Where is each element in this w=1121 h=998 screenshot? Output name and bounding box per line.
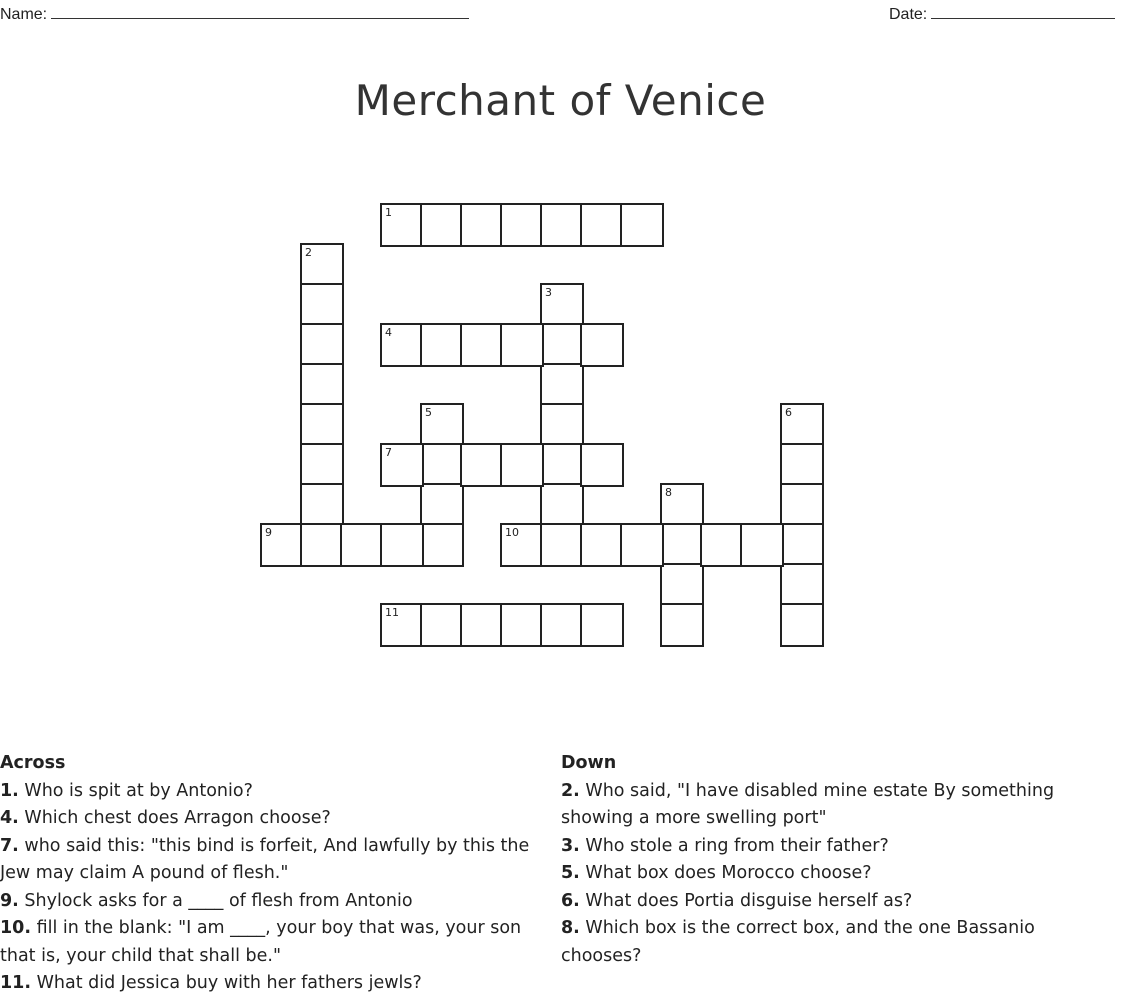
grid-cell[interactable] (580, 323, 624, 367)
grid-cell[interactable] (460, 203, 504, 247)
grid-cell[interactable] (380, 603, 424, 647)
clue-text: What did Jessica buy with her fathers jewls? (31, 973, 422, 993)
grid-cell[interactable] (540, 283, 584, 327)
grid-cell[interactable] (540, 203, 584, 247)
grid-cell[interactable] (700, 523, 744, 567)
date-field-row (889, 4, 1115, 24)
grid-cell[interactable] (780, 443, 824, 487)
clue-number-label: 2. (561, 780, 580, 801)
clue-number: 8 (665, 486, 672, 499)
name-label: Name: (0, 6, 48, 23)
grid-cell[interactable] (500, 323, 544, 367)
grid-cell[interactable] (300, 443, 344, 487)
grid-cell[interactable] (300, 363, 344, 407)
grid-cell[interactable] (500, 203, 544, 247)
clue-text: Which chest does Arragon choose? (18, 808, 331, 828)
grid-cell[interactable] (420, 323, 464, 367)
grid-cell[interactable] (300, 403, 344, 447)
grid-cell[interactable] (420, 603, 464, 647)
clue-number: 2 (305, 246, 312, 259)
clue-number: 11 (385, 606, 399, 619)
clue-number: 3 (545, 286, 552, 299)
clue-text: Which box is the correct box, and the one Bassanio chooses? (561, 918, 1035, 966)
grid-cell[interactable] (500, 443, 544, 487)
grid-cell[interactable] (580, 523, 624, 567)
clue-item (0, 970, 556, 998)
name-blank-line[interactable] (51, 4, 469, 19)
grid-cell[interactable] (780, 563, 824, 607)
grid-cell[interactable] (500, 523, 544, 567)
grid-cell[interactable] (380, 443, 424, 487)
clue-item (0, 915, 556, 970)
grid-cell[interactable] (420, 523, 464, 567)
grid-cell[interactable] (540, 483, 584, 527)
grid-cell[interactable] (580, 443, 624, 487)
clue-item (561, 833, 1081, 861)
clue-number-label: 6. (561, 890, 580, 911)
grid-cell[interactable] (660, 523, 704, 567)
clue-number: 10 (505, 526, 519, 539)
grid-cell[interactable] (380, 523, 424, 567)
grid-cell[interactable] (740, 523, 784, 567)
clue-item (0, 778, 556, 806)
clue-item (0, 833, 556, 888)
grid-cell[interactable] (540, 363, 584, 407)
grid-cell[interactable] (660, 483, 704, 527)
name-field-row (0, 4, 469, 24)
grid-cell[interactable] (780, 523, 824, 567)
grid-cell[interactable] (300, 283, 344, 327)
grid-cell[interactable] (380, 323, 424, 367)
clue-number-label: 4. (0, 808, 19, 828)
grid-cell[interactable] (540, 403, 584, 447)
grid-cell[interactable] (660, 603, 704, 647)
grid-cell[interactable] (300, 483, 344, 527)
grid-cell[interactable] (300, 243, 344, 287)
clue-number: 6 (785, 406, 792, 419)
clue-item (0, 805, 556, 833)
grid-cell[interactable] (540, 603, 584, 647)
clue-number: 9 (265, 526, 272, 539)
across-clue-list (0, 778, 556, 998)
grid-cell[interactable] (780, 403, 824, 447)
clue-number-label: 10. (0, 918, 32, 938)
clue-number-label: 1. (0, 780, 19, 801)
grid-cell[interactable] (580, 203, 624, 247)
clue-number: 1 (385, 206, 392, 219)
grid-cell[interactable] (460, 603, 504, 647)
grid-cell[interactable] (540, 323, 584, 367)
clue-item (561, 860, 1081, 888)
date-label: Date: (889, 6, 928, 23)
clue-number-label: 5. (561, 863, 580, 883)
grid-cell[interactable] (300, 323, 344, 367)
grid-cell[interactable] (420, 203, 464, 247)
clue-text: Who is spit at by Antonio? (18, 780, 253, 801)
down-clue-list (561, 778, 1081, 971)
grid-cell[interactable] (300, 523, 344, 567)
across-heading: Across (0, 753, 66, 773)
clue-number: 4 (385, 326, 392, 339)
clue-text: who said this: "this bind is forfeit, And lawfully by this the Jew may claim A pound of flesh." (0, 835, 530, 883)
clue-text: Who stole a ring from their father? (579, 835, 889, 856)
grid-cell[interactable] (540, 523, 584, 567)
clue-text: Who said, "I have disabled mine estate By something showing a more swelling port" (561, 780, 1055, 828)
grid-cell[interactable] (780, 603, 824, 647)
grid-cell[interactable] (780, 483, 824, 527)
clue-item (561, 888, 1081, 916)
clue-text: What does Portia disguise herself as? (579, 890, 913, 911)
grid-cell[interactable] (420, 403, 464, 447)
clue-text: Shylock asks for a ____ of flesh from Antonio (18, 890, 413, 911)
page-title: Merchant of Venice (354, 76, 767, 126)
clue-number-label: 8. (561, 918, 580, 938)
grid-cell[interactable] (660, 563, 704, 607)
clue-number: 7 (385, 446, 392, 459)
grid-cell[interactable] (420, 483, 464, 527)
grid-cell[interactable] (620, 523, 664, 567)
grid-cell[interactable] (340, 523, 384, 567)
clue-number-label: 9. (0, 890, 19, 911)
clue-item (0, 888, 556, 916)
grid-cell[interactable] (540, 443, 584, 487)
grid-cell[interactable] (620, 203, 664, 247)
grid-cell[interactable] (380, 203, 424, 247)
clue-text: fill in the blank: "I am ____, your boy that was, your son that is, your child that shall be." (0, 918, 522, 966)
grid-cell[interactable] (260, 523, 304, 567)
clue-item (561, 915, 1081, 970)
clue-item (561, 778, 1081, 833)
grid-cell[interactable] (460, 443, 504, 487)
grid-cell[interactable] (420, 443, 464, 487)
across-clues (0, 750, 556, 998)
date-blank-line[interactable] (931, 4, 1115, 19)
down-heading: Down (561, 753, 617, 773)
clue-number-label: 11. (0, 973, 32, 993)
grid-cell[interactable] (460, 323, 504, 367)
grid-cell[interactable] (580, 603, 624, 647)
clue-number-label: 7. (0, 835, 19, 856)
grid-cell[interactable] (500, 603, 544, 647)
clue-number-label: 3. (561, 835, 580, 856)
down-clues (561, 750, 1081, 970)
clue-number: 5 (425, 406, 432, 419)
clue-text: What box does Morocco choose? (579, 863, 872, 883)
